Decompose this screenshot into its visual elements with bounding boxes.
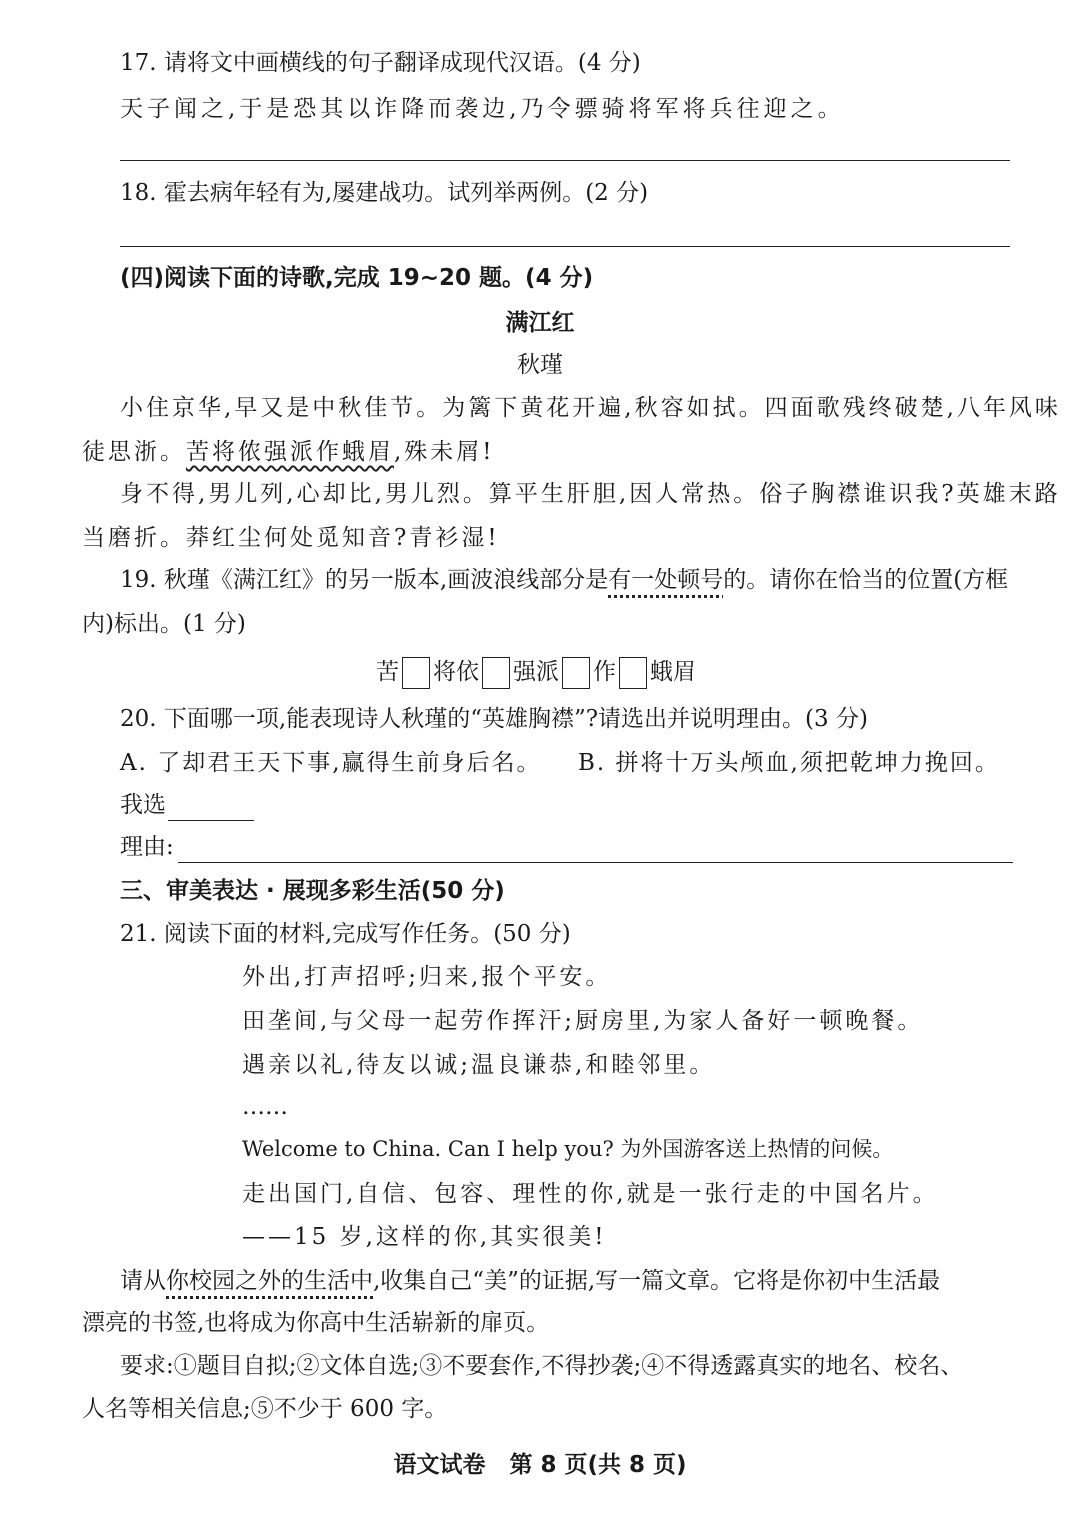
page-footer: 语文试卷 第 8 页(共 8 页): [393, 1452, 687, 1478]
q21-material-3: 遇亲以礼,待友以诚;温良谦恭,和睦邻里。: [242, 1052, 716, 1078]
q21-task-2: ,收集自己“美”的证据,写一篇文章。它将是你初中生活最: [373, 1268, 941, 1294]
q19-char-3: 强派: [513, 659, 559, 685]
q19-char-5: 蛾眉: [650, 659, 696, 685]
q20-option-b: B. 拼将十万头颅血,须把乾坤力挽回。: [578, 750, 1000, 776]
q17-question: 17. 请将文中画横线的句子翻译成现代汉语。(4 分): [120, 50, 641, 76]
q21-task-line2: 漂亮的书签,也将成为你高中生活崭新的扉页。: [82, 1310, 550, 1336]
q21-material-1: 外出,打声招呼;归来,报个平安。: [242, 964, 612, 990]
q17-sentence: 天子闻之,于是恐其以诈降而袭边,乃令骠骑将军将兵往迎之。: [120, 96, 845, 122]
q20-reason-blank[interactable]: [178, 862, 1013, 863]
q21-task-1: 请从: [120, 1268, 166, 1294]
q17-answer-line[interactable]: [120, 160, 1010, 161]
poem-line-4: 当磨折。莽红尘何处觅知音?青衫湿!: [82, 525, 500, 551]
q18-answer-line[interactable]: [120, 246, 1010, 247]
q20-question: 20. 下面哪一项,能表现诗人秋瑾的“英雄胸襟”?请选出并说明理由。(3 分): [120, 706, 868, 732]
q19-box-2[interactable]: [482, 657, 510, 689]
poem-line-2-end: ,殊未屑!: [394, 439, 495, 465]
q19-answer-row: [376, 657, 696, 689]
q21-material-2: 田垄间,与父母一起劳作挥汗;厨房里,为家人备好一顿晚餐。: [242, 1008, 924, 1034]
q21-material-6: 走出国门,自信、包容、理性的你,就是一张行走的中国名片。: [242, 1181, 939, 1207]
q19-question: [120, 567, 1008, 595]
q18-question: 18. 霍去病年轻有为,屡建战功。试列举两例。(2 分): [120, 180, 649, 206]
q20-choose-label: 我选: [120, 792, 166, 818]
q19-char-1: 苦: [376, 659, 399, 685]
q21-question: 21. 阅读下面的材料,完成写作任务。(50 分): [120, 921, 571, 947]
poem-line-3: 身不得,男儿列,心却比,男儿烈。算平生肝胆,因人常热。俗子胸襟谁识我?英雄末路: [120, 481, 1061, 507]
section3-heading: 三、审美表达 · 展现多彩生活(50 分): [120, 878, 505, 904]
q19-char-4: 作: [593, 659, 616, 685]
q21-material-4: ……: [242, 1094, 288, 1120]
q19-char-2: 将依: [433, 659, 479, 685]
q21-requirements-2: 人名等相关信息;⑤不少于 600 字。: [82, 1396, 448, 1422]
q21-task-emphasis: 你校园之外的生活中: [166, 1268, 373, 1294]
q21-requirements-1: 要求:①题目自拟;②文体自选;③不要套作,不得抄袭;④不得透露真实的地名、校名、: [120, 1353, 964, 1379]
q19-text-1: 19. 秋瑾《满江红》的另一版本,画波浪线部分是: [120, 567, 609, 593]
q21-material-7: ——15 岁,这样的你,其实很美!: [242, 1224, 607, 1250]
poem-wavy-phrase: 苦将侬强派作蛾眉: [186, 439, 394, 465]
poem-title: 满江红: [505, 310, 575, 336]
poem-line-2-start: 思浙。: [108, 439, 186, 465]
q21-material-5: Welcome to China. Can I help you? 为外国游客送上热情的问候。: [242, 1137, 894, 1161]
section4-heading: (四)阅读下面的诗歌,完成 19~20 题。(4 分): [120, 265, 594, 291]
q20-option-a: A. 了却君王天下事,赢得生前身后名。: [120, 750, 542, 776]
q20-reason-label: 理由:: [120, 834, 174, 860]
q19-text-2: 的。请你在恰当的位置(方框: [723, 567, 1009, 593]
poem-line-1: 小住京华,早又是中秋佳节。为篱下黄花开遍,秋容如拭。四面歌残终破楚,八年风味: [120, 395, 1061, 421]
q20-choose-blank[interactable]: [168, 820, 254, 821]
q19-emphasis: 有一处顿号: [608, 567, 724, 593]
q19-box-1[interactable]: [402, 657, 430, 689]
q19-box-3[interactable]: [562, 657, 590, 689]
q19-question-line2: 内)标出。(1 分): [82, 611, 246, 637]
q21-task: [120, 1268, 940, 1296]
poem-author: 秋瑾: [517, 352, 563, 378]
q19-box-4[interactable]: [619, 657, 647, 689]
poem-line-2-prefix: 徒: [82, 439, 108, 465]
poem-line-2: [82, 439, 495, 467]
